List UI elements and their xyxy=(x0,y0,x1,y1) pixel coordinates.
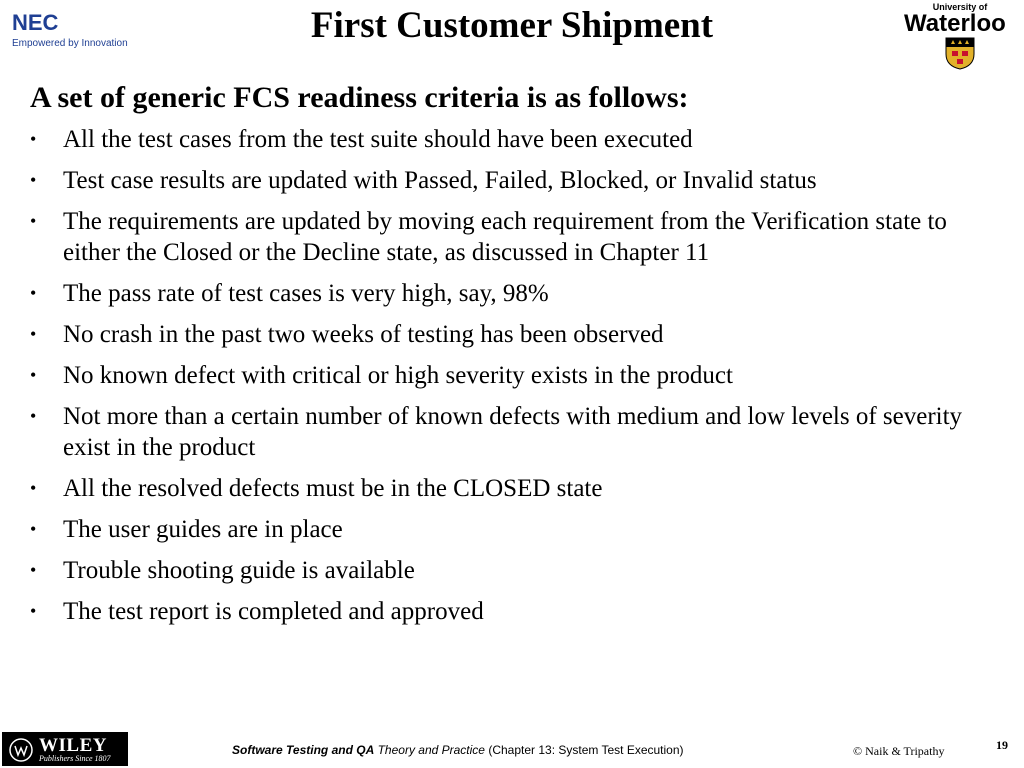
waterloo-crest-icon xyxy=(944,36,976,70)
footer-book-subtitle: Theory and Practice xyxy=(377,743,485,757)
wiley-logo xyxy=(2,732,128,766)
footer-caption xyxy=(232,742,684,758)
waterloo-logo-university: University of xyxy=(932,2,988,12)
list-item-text: Test case results are updated with Passed, Failed, Blocked, or Invalid status xyxy=(63,167,817,194)
bullet-icon: • xyxy=(30,519,37,539)
bullet-icon: • xyxy=(30,283,37,303)
list-item xyxy=(30,401,1000,463)
bullet-icon: • xyxy=(30,601,37,621)
wiley-emblem-icon xyxy=(8,737,34,763)
bullet-icon: • xyxy=(30,406,37,426)
list-item xyxy=(30,319,1000,350)
slide-title: First Customer Shipment xyxy=(310,5,714,46)
list-item xyxy=(30,124,1000,155)
list-item-text: Trouble shooting guide is available xyxy=(63,557,415,584)
wiley-logo-name: WILEY xyxy=(39,735,107,756)
waterloo-logo xyxy=(900,2,1022,70)
list-item-text: Not more than a certain number of known defects with medium and low levels of severity exist in the product xyxy=(63,403,963,461)
list-item xyxy=(30,360,1000,391)
footer-copyright: © Naik & Tripathy xyxy=(853,744,945,758)
bullet-icon: • xyxy=(30,170,37,190)
nec-logo-text: NEC xyxy=(12,10,59,35)
footer-book-title: Software Testing and QA xyxy=(232,743,375,757)
wiley-logo-tagline: Publishers Since 1807 xyxy=(39,754,111,763)
list-item-text: All the test cases from the test suite should have been executed xyxy=(63,126,693,153)
list-item-text: The requirements are updated by moving each requirement from the Verification state to either the Closed or the Decline state, as discussed in Chapter 11 xyxy=(63,208,947,266)
bullet-icon: • xyxy=(30,478,37,498)
page-number: 19 xyxy=(996,738,1008,752)
bullet-icon: • xyxy=(30,129,37,149)
list-item-text: All the resolved defects must be in the CLOSED state xyxy=(63,475,603,502)
list-item xyxy=(30,165,1000,196)
bullet-icon: • xyxy=(30,211,37,231)
nec-logo-tagline: Empowered by Innovation xyxy=(12,38,128,49)
footer-chapter: (Chapter 13: System Test Execution) xyxy=(488,743,684,757)
list-item-text: The pass rate of test cases is very high, say, 98% xyxy=(63,280,549,307)
bullet-icon: • xyxy=(30,560,37,580)
list-item xyxy=(30,278,1000,309)
waterloo-logo-name: Waterloo xyxy=(904,10,1006,37)
list-item xyxy=(30,206,1000,268)
list-item xyxy=(30,514,1000,545)
list-item-text: The test report is completed and approved xyxy=(63,598,484,625)
criteria-list xyxy=(30,124,1000,637)
list-item xyxy=(30,555,1000,586)
bullet-icon: • xyxy=(30,365,37,385)
list-item xyxy=(30,596,1000,627)
bullet-icon: • xyxy=(30,324,37,344)
list-item xyxy=(30,473,1000,504)
section-heading: A set of generic FCS readiness criteria is as follows: xyxy=(30,81,689,114)
list-item-text: No known defect with critical or high severity exists in the product xyxy=(63,362,733,389)
list-item-text: The user guides are in place xyxy=(63,516,343,543)
list-item-text: No crash in the past two weeks of testing has been observed xyxy=(63,321,664,348)
